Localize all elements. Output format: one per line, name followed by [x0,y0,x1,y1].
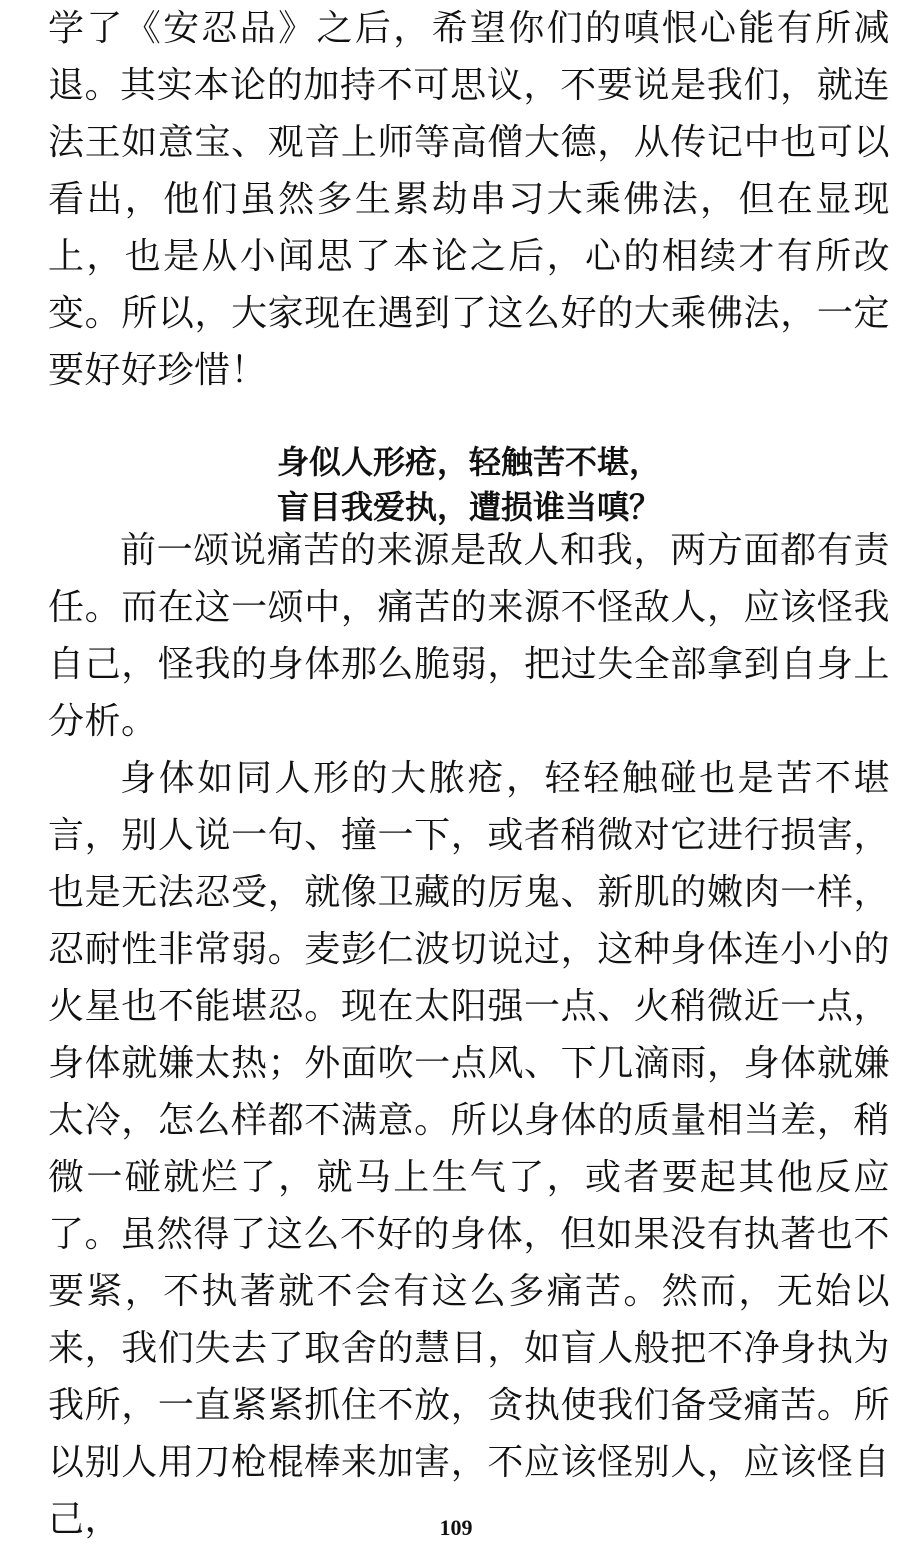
paragraph-commentary-intro: 前一颂说痛苦的来源是敌人和我，两方面都有责任。而在这一颂中，痛苦的来源不怪敌人，应该怪我自己，怪我的身体那么脆弱，把过失全部拿到自身上分析。 [48,530,890,742]
verse-line-2: 盲目我爱执，遭损谁当嗔？ [276,488,661,526]
paragraph-attachment: 虽然得了这么不好的身体，但如果没有执著也不要紧，不执著就不会有这么多痛苦。然而，无始以来，我们失去了取舍的慧目，如盲人般把不净身执为我所，一直紧紧抓住不放，贪执使我们备受痛苦。所以别人用刀枪棍棒来加害，不应该怪别人，应该怪自己， [48,1214,890,1540]
page-number: 109 [439,1515,473,1540]
paragraph-body-as-sore: 身体如同人形的大脓疮，轻轻触碰也是苦不堪言，别人说一句、撞一下，或者稍微对它进行损害，也是无法忍受，就像卫藏的厉鬼、新肌的嫩肉一样，忍耐性非常弱。麦彭仁波切说过，这种身体连小小的火星也不能堪忍。现在太阳强一点、火稍微近一点，身体就嫌太热；外面吹一点风、下几滴雨，身体就嫌太冷，怎么样都不满意。所以身体的质量相当差，稍微一碰就烂了，就马上生气了，或者要起其他反应了。 [48,758,890,1255]
paragraph-blessing: 其实本论的加持不可思议，不要说是我们，就连法王如意宝、观音上师等高僧大德，从传记中也可以看出，他们虽然多生累劫串习大乘佛法，但在显现上，也是从小闻思了本论之后，心的相续才有所改变。所以，大家现在遇到了这么好的大乘佛法，一定要好好珍惜！ [48,65,890,391]
verse-stanza [48,440,890,530]
paragraph-continuation: 学了《安忍品》之后，希望你们的嗔恨心能有所减退。 [48,8,890,106]
verse-line-1: 身似人形疮，轻触苦不堪， [276,443,661,481]
